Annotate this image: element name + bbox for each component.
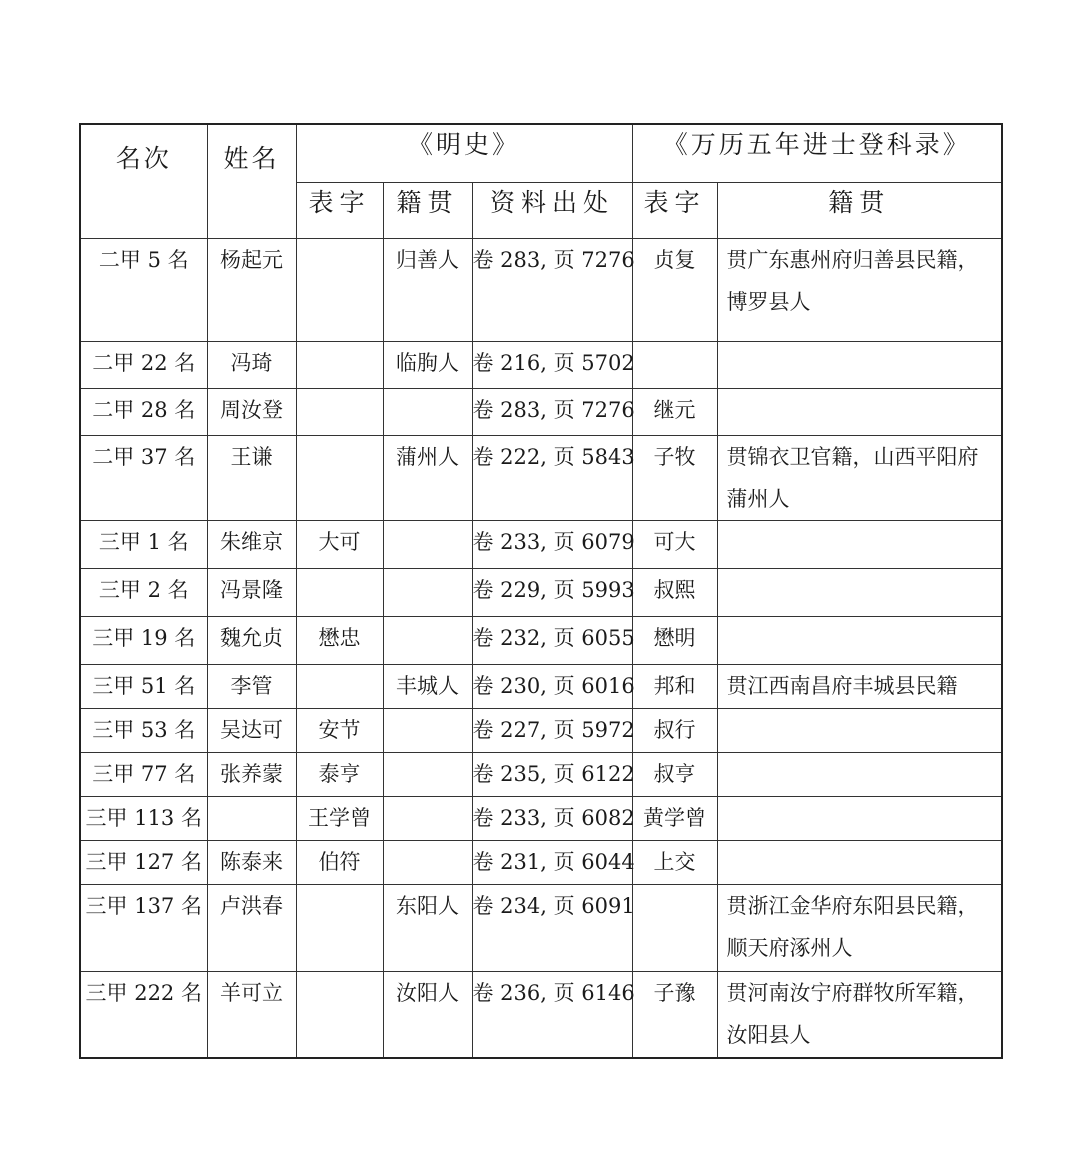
source-cell: 卷 222, 页 5843 bbox=[472, 436, 632, 521]
wanli-jiguan-cell bbox=[717, 389, 1002, 436]
name-cell: 张养蒙 bbox=[207, 753, 296, 797]
wanli-jiguan-cell: 贯广东惠州府归善县民籍，博罗县人 bbox=[717, 239, 1002, 342]
rank-cell: 二甲 5 名 bbox=[80, 239, 207, 342]
rank-cell: 三甲 137 名 bbox=[80, 885, 207, 972]
table-body bbox=[80, 239, 1002, 1058]
header-rank: 名次 bbox=[80, 124, 207, 239]
rank-cell: 二甲 28 名 bbox=[80, 389, 207, 436]
mingshi-zi-cell: 懋忠 bbox=[296, 617, 383, 665]
wanli-jiguan-cell bbox=[717, 569, 1002, 617]
name-cell: 王谦 bbox=[207, 436, 296, 521]
wanli-jiguan-cell bbox=[717, 521, 1002, 569]
mingshi-zi-cell bbox=[296, 885, 383, 972]
wanli-zi-cell bbox=[632, 342, 717, 389]
mingshi-zi-cell bbox=[296, 342, 383, 389]
wanli-zi-cell: 上交 bbox=[632, 841, 717, 885]
table-row bbox=[80, 841, 1002, 885]
rank-cell: 三甲 77 名 bbox=[80, 753, 207, 797]
table-row bbox=[80, 709, 1002, 753]
mingshi-zi-cell bbox=[296, 436, 383, 521]
mingshi-jiguan-cell: 丰城人 bbox=[383, 665, 472, 709]
mingshi-jiguan-cell bbox=[383, 753, 472, 797]
table-row bbox=[80, 521, 1002, 569]
mingshi-zi-cell: 泰亨 bbox=[296, 753, 383, 797]
wanli-zi-cell: 子牧 bbox=[632, 436, 717, 521]
header-wl-zi: 表字 bbox=[632, 183, 717, 239]
mingshi-jiguan-cell: 临朐人 bbox=[383, 342, 472, 389]
table-row bbox=[80, 665, 1002, 709]
mingshi-jiguan-cell bbox=[383, 797, 472, 841]
mingshi-jiguan-cell bbox=[383, 569, 472, 617]
mingshi-jiguan-cell bbox=[383, 617, 472, 665]
table-row bbox=[80, 797, 1002, 841]
wanli-zi-cell: 子豫 bbox=[632, 972, 717, 1058]
table-row bbox=[80, 436, 1002, 521]
wanli-jiguan-cell: 贯浙江金华府东阳县民籍，顺天府涿州人 bbox=[717, 885, 1002, 972]
source-cell: 卷 234, 页 6091 bbox=[472, 885, 632, 972]
mingshi-jiguan-cell bbox=[383, 841, 472, 885]
table-row bbox=[80, 753, 1002, 797]
name-cell: 卢洪春 bbox=[207, 885, 296, 972]
header-wanli: 《万历五年进士登科录》 bbox=[632, 124, 1002, 183]
table-row bbox=[80, 569, 1002, 617]
source-cell: 卷 283, 页 7276 bbox=[472, 239, 632, 342]
wanli-zi-cell bbox=[632, 885, 717, 972]
header-wl-jiguan: 籍贯 bbox=[717, 183, 1002, 239]
wanli-jiguan-cell bbox=[717, 709, 1002, 753]
wanli-jiguan-cell: 贯锦衣卫官籍，山西平阳府蒲州人 bbox=[717, 436, 1002, 521]
jinshi-table bbox=[79, 123, 1003, 1059]
header-row-1 bbox=[80, 124, 1002, 183]
wanli-jiguan-cell bbox=[717, 797, 1002, 841]
name-cell: 陈泰来 bbox=[207, 841, 296, 885]
wanli-zi-cell: 黄学曾 bbox=[632, 797, 717, 841]
wanli-zi-cell: 邦和 bbox=[632, 665, 717, 709]
source-cell: 卷 231, 页 6044 bbox=[472, 841, 632, 885]
wanli-zi-cell: 叔亨 bbox=[632, 753, 717, 797]
mingshi-jiguan-cell: 东阳人 bbox=[383, 885, 472, 972]
mingshi-jiguan-cell: 汝阳人 bbox=[383, 972, 472, 1058]
mingshi-zi-cell: 安节 bbox=[296, 709, 383, 753]
mingshi-zi-cell bbox=[296, 665, 383, 709]
name-cell: 杨起元 bbox=[207, 239, 296, 342]
rank-cell: 三甲 1 名 bbox=[80, 521, 207, 569]
rank-cell: 三甲 53 名 bbox=[80, 709, 207, 753]
wanli-jiguan-cell bbox=[717, 841, 1002, 885]
mingshi-jiguan-cell: 归善人 bbox=[383, 239, 472, 342]
mingshi-zi-cell bbox=[296, 389, 383, 436]
mingshi-zi-cell: 大可 bbox=[296, 521, 383, 569]
wanli-zi-cell: 贞复 bbox=[632, 239, 717, 342]
mingshi-jiguan-cell bbox=[383, 521, 472, 569]
source-cell: 卷 283, 页 7276 bbox=[472, 389, 632, 436]
rank-cell: 二甲 22 名 bbox=[80, 342, 207, 389]
source-cell: 卷 216, 页 5702 bbox=[472, 342, 632, 389]
name-cell: 冯琦 bbox=[207, 342, 296, 389]
header-ms-jiguan: 籍贯 bbox=[383, 183, 472, 239]
mingshi-zi-cell: 伯符 bbox=[296, 841, 383, 885]
rank-cell: 三甲 19 名 bbox=[80, 617, 207, 665]
rank-cell: 三甲 113 名 bbox=[80, 797, 207, 841]
rank-cell: 二甲 37 名 bbox=[80, 436, 207, 521]
header-name: 姓名 bbox=[207, 124, 296, 239]
wanli-zi-cell: 叔行 bbox=[632, 709, 717, 753]
mingshi-jiguan-cell bbox=[383, 709, 472, 753]
source-cell: 卷 233, 页 6079 bbox=[472, 521, 632, 569]
source-cell: 卷 235, 页 6122 bbox=[472, 753, 632, 797]
source-cell: 卷 232, 页 6055 bbox=[472, 617, 632, 665]
mingshi-jiguan-cell: 蒲州人 bbox=[383, 436, 472, 521]
source-cell: 卷 227, 页 5972 bbox=[472, 709, 632, 753]
rank-cell: 三甲 51 名 bbox=[80, 665, 207, 709]
source-cell: 卷 229, 页 5993 bbox=[472, 569, 632, 617]
wanli-zi-cell: 懋明 bbox=[632, 617, 717, 665]
source-cell: 卷 236, 页 6146 bbox=[472, 972, 632, 1058]
wanli-zi-cell: 继元 bbox=[632, 389, 717, 436]
wanli-zi-cell: 可大 bbox=[632, 521, 717, 569]
source-cell: 卷 230, 页 6016 bbox=[472, 665, 632, 709]
mingshi-zi-cell bbox=[296, 569, 383, 617]
wanli-jiguan-cell bbox=[717, 753, 1002, 797]
wanli-jiguan-cell: 贯江西南昌府丰城县民籍 bbox=[717, 665, 1002, 709]
name-cell: 周汝登 bbox=[207, 389, 296, 436]
name-cell bbox=[207, 797, 296, 841]
wanli-jiguan-cell bbox=[717, 617, 1002, 665]
mingshi-zi-cell bbox=[296, 972, 383, 1058]
rank-cell: 三甲 2 名 bbox=[80, 569, 207, 617]
name-cell: 冯景隆 bbox=[207, 569, 296, 617]
mingshi-zi-cell: 王学曾 bbox=[296, 797, 383, 841]
name-cell: 羊可立 bbox=[207, 972, 296, 1058]
name-cell: 吴达可 bbox=[207, 709, 296, 753]
header-mingshi: 《明史》 bbox=[296, 124, 632, 183]
header-ms-zi: 表字 bbox=[296, 183, 383, 239]
wanli-zi-cell: 叔熙 bbox=[632, 569, 717, 617]
table-row bbox=[80, 885, 1002, 972]
table-row bbox=[80, 239, 1002, 342]
name-cell: 朱维京 bbox=[207, 521, 296, 569]
mingshi-zi-cell bbox=[296, 239, 383, 342]
table-row bbox=[80, 617, 1002, 665]
wanli-jiguan-cell: 贯河南汝宁府群牧所军籍，汝阳县人 bbox=[717, 972, 1002, 1058]
name-cell: 魏允贞 bbox=[207, 617, 296, 665]
rank-cell: 三甲 222 名 bbox=[80, 972, 207, 1058]
table-row bbox=[80, 342, 1002, 389]
rank-cell: 三甲 127 名 bbox=[80, 841, 207, 885]
table-row bbox=[80, 389, 1002, 436]
table-row bbox=[80, 972, 1002, 1058]
name-cell: 李管 bbox=[207, 665, 296, 709]
wanli-jiguan-cell bbox=[717, 342, 1002, 389]
header-ms-source: 资料出处 bbox=[472, 183, 632, 239]
mingshi-jiguan-cell bbox=[383, 389, 472, 436]
source-cell: 卷 233, 页 6082 bbox=[472, 797, 632, 841]
